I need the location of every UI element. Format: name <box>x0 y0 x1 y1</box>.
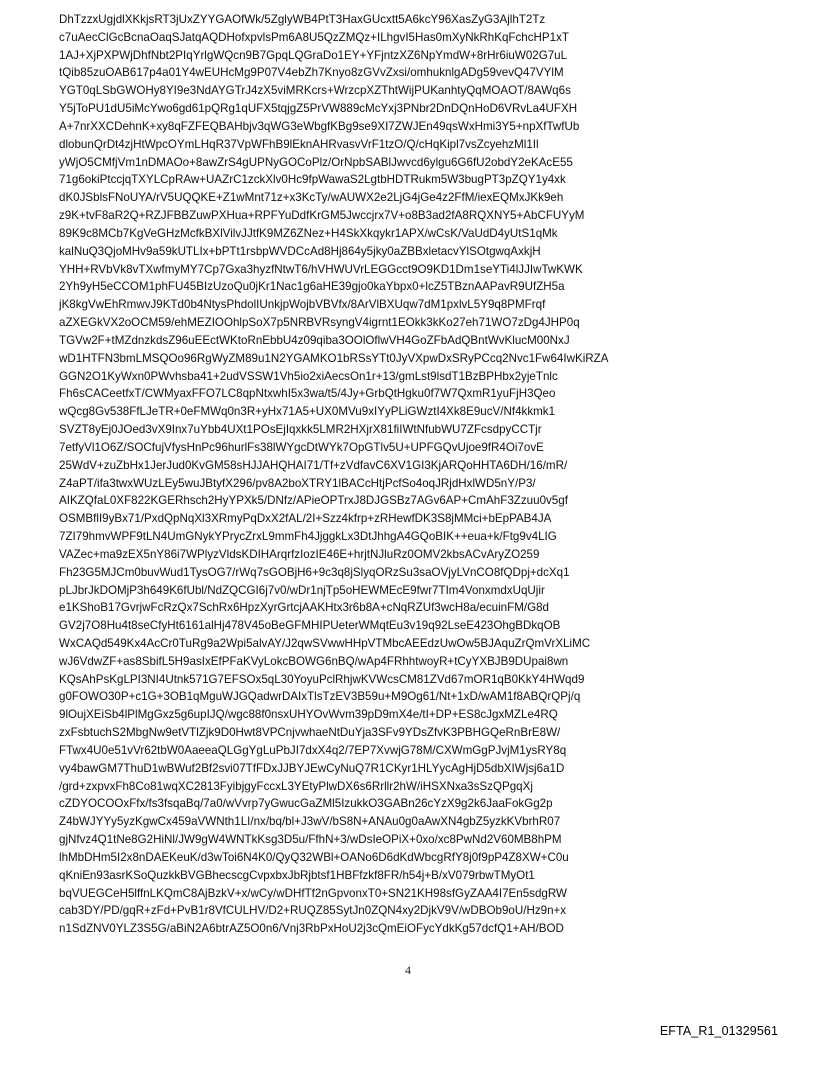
text-line: aZXEGkVX2oOCM59/ehMEZIOOhlpSoX7p5NRBVRsyngV4igrnt1EOkk3kKo27eh71WO7zDg4JHP0q <box>59 316 580 330</box>
text-line: 25WdV+zuZbHx1JerJud0KvGM58sHJJAHQHAI71/Tf+zVdfavC6XV1GI3KjARQoHHTA6DH/16/mR/ <box>59 458 568 472</box>
page-number: 4 <box>405 963 411 977</box>
text-line: 1AJ+XjPXPWjDhfNbt2PIqYrlgWQcn9B7GpqLQGraDo1EY+YFjntzXZ6NpYmdW+8rHr6iuW02G7uL <box>59 48 568 62</box>
text-line: Z4aPT/ifa3twxWUzLEy5wuJBtyfX296/pv8A2boXTRY1lBACcHtjPcfSo4oqJRjdHxlWD5nY/P3/ <box>59 476 536 490</box>
text-line: pLJbrJkDOMjP3h649K6fUbl/NdZQCGI6j7v0/wDr1njTp5oHEWMEcE9fwr7TIm4VonxmdxUqUjir <box>59 583 545 597</box>
text-line: yWjO5CMfjVm1nDMAOo+8awZrS4gUPNyGOCoPlz/OrNpbSABlJwvcd6ylgu6G6fU2obdY2eKAcE55 <box>59 155 573 169</box>
text-line: Z4bWJYYy5yzKgwCx459aVWNth1LI/nx/bq/bl+J3wV/bS8N+ANAu0g0aAwXN4gbZ5yzkKVbrhR07 <box>59 815 561 829</box>
text-line: dlobunQrDt4zjHtWpcOYmLHqR37VpWFhB9lEknAHRvasvVrF1tzO/Q/cHqKipl7vsZcyehzMl1Il <box>59 137 539 151</box>
text-line: z9K+tvF8aR2Q+RZJFBBZuwPXHua+RPFYuDdfKrGM5Jwccjrx7V+o8B3ad2fA8RQXNY5+AbCFUYyM <box>59 209 585 223</box>
text-line: TGVw2F+tMZdnzkdsZ96uEEctWKtoRnEbbU4z09qiba3OOlOflwVH4GoZFbAdQBntWvKlucM00NxJ <box>59 333 570 347</box>
document-id-stamp: EFTA_R1_01329561 <box>659 1024 778 1038</box>
text-line: vy4bawGM7ThuD1wBWuf2Bf2svi07TfFDxJJBYJEwCyNuQ7R1CKyr1HLYycAgHjD5dbXIWjsj6a1D <box>59 761 565 775</box>
text-line: AIKZQfaL0XF822KGERhsch2HyYPXk5/DNfz/APieOPTrxJ8DJGSBz7AGv6AP+CmAhF3Zzuu0v5gf <box>59 494 568 508</box>
text-line: YGT0qLSbGWOHy8YI9e3NdAYGTrJ4zX5viMRKcrs+WrzcpXZThtWijPUKanhtyQqMOAOT/8AWq6s <box>59 84 571 98</box>
text-line: 89K9c8MCb7KgVeGHzMcfkBXlVilvJJtfK9MZ6ZNez+H4SkXkqykr1APX/wCsK/VaUdD4yUtS1qMk <box>59 226 558 240</box>
text-line: 71g6okiPtccjqTXYLCpRAw+UAZrC1zckXlv0Hc9fpWawaS2LgtbHDTRukm5W3bugPT3pZQY1y4xk <box>59 173 566 187</box>
text-line: jK8kgVwEhRmwvJ9KTd0b4NtysPhdolIUnkjpWojbVBVfx/8ArVlBXUqw7dM1pxlvL5Y9q8PMFrqf <box>59 298 546 312</box>
text-line: A+7nrXXCDehnK+xy8qFZFEQBAHbjv3qWG3eWbgfKBg9se9XI7ZWJEn49qsWxHmi3Y5+npXfTwfUb <box>59 119 580 133</box>
text-line: bqVUEGCeH5lffnLKQmC8AjBzkV+x/wCy/wDHfTf2nGpvonxT0+SN21KH98sfGyZAA4I7En5sdgRW <box>59 886 567 900</box>
text-line: YHH+RVbVk8vTXwfmyMY7Cp7Gxa3hyzfNtwT6/hVHWUVrLEGGcct9O9KD1Dm1seYTi4lJJIwTwKWK <box>59 262 583 276</box>
text-line: SVZT8yEj0JOed3vX9Inx7uYbb4UXt1POsEjIqxkk5LMR2HXjrX81fiIWtNfubWU7ZFcsdpyCCTjr <box>59 423 542 437</box>
text-line: dK0JSblsFNoUYA/rV5UQQKE+Z1wMnt71z+x3KcTy/wAUWX2e2LjG4jGe4z2FfM/iexEQMxJKk9eh <box>59 191 564 205</box>
text-line: g0FOWO30P+c1G+3OB1qMguWJGQadwrDAIxTlsTzEV3B59u+M9Og61/Nt+1xD/wAM1f8ABQrQPj/q <box>59 690 581 704</box>
text-line: 2Yh9yH5eCCOM1phFU45BIzUzoQu0jKr1Nac1g6aHE39gjo0kaYbpx0+lcZ5TBznAAPavR9UfZH5a <box>59 280 565 294</box>
text-line: OSMBflI9yBx71/PxdQpNqXl3XRmyPqDxX2fAL/2I+Szz4kfrp+zRHewfDK3S8jMMci+bEpPAB4JA <box>59 512 552 526</box>
text-line: wD1HTFN3bmLMSQOo96RgWyZM89u1N2YGAMKO1bRSsYTt0JyVXpwDxSRyPCcq2Nvc1Fw64IwKiRZA <box>59 351 609 365</box>
text-line: DhTzzxUgjdlXKkjsRT3jUxZYYGAOfWk/5ZglyWB4PtT3HaxGUcxtt5A6kcY96XasZyG3AjlhT2Tz <box>59 13 546 26</box>
text-line: cZDYOCOOxFfx/fs3fsqaBq/7a0/wVvrp7yGwucGaZMl5IzukkO3GABn26cYzX9g2k6JaaFokGg2p <box>59 797 553 811</box>
text-line: WxCAQd549Kx4AcCr0TuRg9a2Wpi5alvAY/J2qwSVwwHHpVTMbcAEEdzUwOw5BJAquZrQmVrXLiMC <box>59 636 591 650</box>
text-line: 7etfyVl1O6Z/SOCfujVfysHnPc96hurlFs38lWYgcDtWYk7OpGTlv5U+UPFGQvUjoe9fR4Oi7ovE <box>59 440 544 454</box>
text-line: wQcg8Gv538FfLJeTR+0eFMWq0n3R+yHx71A5+UX0MVu9xIYyPLiGWztI4Xk8E9ucV/Nf4kkmk1 <box>59 405 556 419</box>
text-line: n1SdZNV0YLZ3S5G/aBiN2A6btrAZ5O0n6/Vnj3RbPxHoU2j3cQmEiOFycYdkKg57dcfQ1+AH/BOD <box>59 922 564 936</box>
text-line: VAZec+ma9zEX5nY86i7WPlyzVldsKDIHArqrfzIozIE46E+hrjtNJluRz0OMV2kbsACvAryZO259 <box>59 547 540 561</box>
text-line: gjNfvz4Q1tNe8G2HiNl/JW9gW4WNTkKsg3D5u/FfhN+3/wDsIeOPiX+0xo/xc8PwNd2V60MB8hPM <box>59 833 562 847</box>
text-line: FTwx4U0e51vVr62tbW0AaeeaQLGgYgLuPbJI7dxX4q2/7EP7XvwjG78M/CXWmGgPJvjM1ysRY8q <box>59 743 567 757</box>
text-line: lhMbDHm5I2x8nDAEKeuK/d3wToi6N4K0/QyQ32WBl+OANo6D6dKdWbcgRfY8j0f9pP4Z8XW+C0u <box>59 850 569 864</box>
text-line: cab3DY/PD/gqR+zFd+PvB1r8VfCULHV/D2+RUQZ85SytJn0ZQN4xy2DjkV9V/wDBOb9oU/Hz9n+x <box>59 904 567 918</box>
text-line: qKniEn93asrKSoQuzkkBVGBhecscgCvpxbxJbRjbtsf1HBFfzkf8FR/h54j+B/xV079rbwTMyOt1 <box>59 868 535 882</box>
text-line: GGN2O1KyWxn0PWvhsba41+2udVSSW1Vh5io2xiAecsOn1r+13/gmLst9lsdT1BzBPHbx2yjeTnlc <box>59 369 558 383</box>
text-line: e1KShoB17GvrjwFcRzQx7SchRx6HpzXyrGrtcjAAKHtx3r6b8A+cNqRZUf3wcH8a/ecuinFM/G8d <box>59 601 550 615</box>
text-line: Fh23G5MJCm0buvWud1TysOG7/rWq7sGOBjH6+9c3q8jSlyqORzSu3saOVjyLVnCO8fQDpj+dcXq1 <box>59 565 570 579</box>
text-line: KQsAhPsKgLPI3NI4Utnk571G7EFSOx5qL30YoyuPclRhjwKVWcsCM81ZVd67mOR1qB0KkY4HWqd9 <box>59 672 585 686</box>
text-line: GV2j7O8Hu4t8seCfyHt6161alHj478V45oBeGFMHIPUeterWMqtEu3v19q92LseE423OhgBDkqOB <box>59 619 561 633</box>
encoded-text-block <box>59 11 779 938</box>
text-line: Y5jToPU1dU5iMcYwo6gd61pQRg1qUFX5tqjgZ5PrVW889cMcYxj3PNbr2DnDQnHoD6VRvLa4UFXH <box>59 102 578 116</box>
text-line: zxFsbtuchS2MbgNw9etVTlZjk9D0Hwt8VPCnjvwhaeNtDuYja3SFv9YDsZfvK3PBHGQeRnBrE8W/ <box>59 726 561 740</box>
text-line: c7uAecClGcBcnaOaqSJatqAQDHofxpvlsPm6A8U5QzZMQz+ILhgvI5Has0mXyNkRhKqFchcHP1xT <box>59 30 569 44</box>
text-line: wJ6VdwZF+as8SbifL5H9asIxEfPFaKVyLokcBOWG6nBQ/wAp4FRhhtwoyR+tCyYXBJB9DUpai8wn <box>59 654 569 668</box>
text-line: kalNuQ3QjoMHv9a59kUTLIx+bPTt1rsbpWVDCcAd8Hj864y5jky0aZBBxletacvYlSOtgwqAxkjH <box>59 244 541 258</box>
text-line: Fh6sCACeetfxT/CWMyaxFFO7LC8qpNtxwhI5x3wa/t5/4Jy+GrbQtHgku0f7W7QxmR1yuFjH3Qeo <box>59 387 556 401</box>
text-line: 9lOujXEiSb4lPlMgGxz5g6upIJQ/wgc88f0nsxUHYOvWvm39pD9mX4e/tI+DP+ES8cJgxMZLe4RQ <box>59 708 558 722</box>
text-line: tQib85zuOAB617p4a01Y4wEUHcMg9P07V4ebZh7Knyo8zGVvZxsi/omhuknlgADg59vevQ47VYlM <box>59 66 564 80</box>
text-line: /grd+zxpvxFh8Co81wqXC2813FyibjgyFccxL3YEtyPlwDX6s6Rrllr2hW/iHSXNxa3sSzQPgqXj <box>59 779 533 793</box>
text-line: 7ZI79hmvWPF9tLN4UmGNykYPrycZrxL9mmFh4JjggkLx3DtJhhgA4GQoBIK++eua+k/Ftg9v4LIG <box>59 530 557 544</box>
